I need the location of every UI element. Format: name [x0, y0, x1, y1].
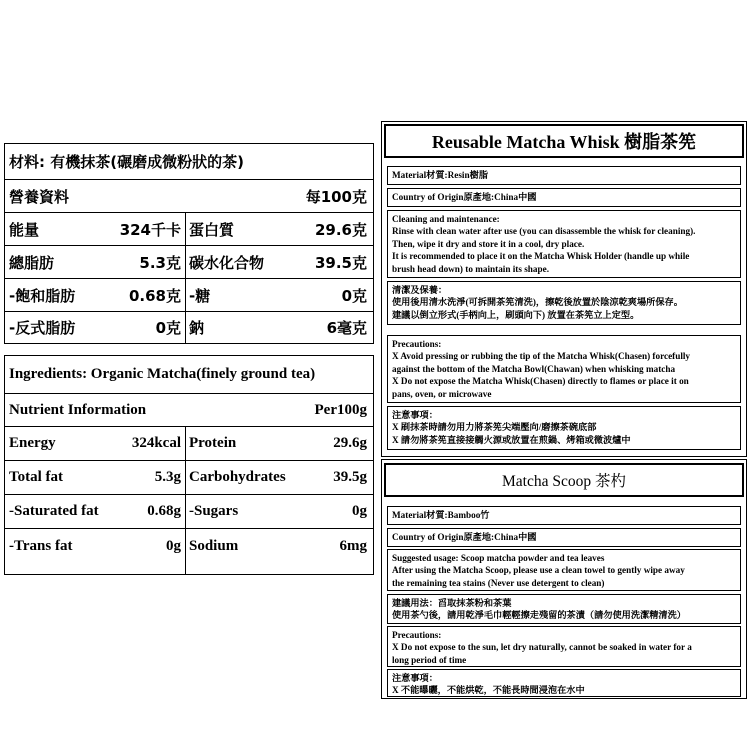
- table-row: [5, 495, 373, 529]
- ingredients-row: [5, 144, 373, 180]
- nutrient-value: 0g: [166, 537, 181, 554]
- nutrient-name: 蛋白質: [189, 220, 235, 239]
- nutrient-name: -Sugars: [189, 503, 239, 519]
- whisk-title: Reusable Matcha Whisk 樹脂茶筅: [384, 124, 744, 158]
- whisk-precautions-en: Precautions: X Avoid pressing or rubbing the tip of the Matcha Whisk(Chasen) forcefully against the bottom of the Matcha Bowl(Chawan) when whisking matcha X Do not expose the Matcha Whisk(Chasen) directly to flames or place it on pans, oven, or microwave: [387, 335, 741, 403]
- nutrient-name: Protein: [189, 435, 237, 451]
- scoop-usage-zh: 建議用法：舀取抹茶粉和茶葉 使用茶勺後，請用乾淨毛巾輕輕擦走殘留的茶漬（請勿使用洗潔精清洗）: [387, 594, 741, 624]
- whisk-cleaning-en: Cleaning and maintenance: Rinse with clean water after use (you can disassemble the whisk for cleaning). Then, wipe it dry and store it in a cool, dry place. It is recommended to place it on the Matcha Whisk Holder (handle up while brush head down) to maintain its shape.: [387, 210, 741, 278]
- nutrient-value: 29.6克: [314, 220, 367, 239]
- nutrient-value: 0克: [155, 319, 181, 337]
- nutrient-name: 總脂肪: [9, 253, 55, 272]
- nutrient-value: 0.68克: [128, 286, 181, 305]
- nutrient-value: 39.5克: [314, 253, 367, 272]
- scoop-precautions-zh: 注意事項： X 不能曝曬，不能烘乾，不能長時間浸泡在水中: [387, 669, 741, 697]
- whisk-cleaning-zh: 清潔及保養： 使用後用清水洗淨(可拆開茶筅清洗)，擦乾後放置於陰涼乾爽場所保存。 建議以倒立形式(手柄向上，刷頭向下) 放置在茶筅立上定型。: [387, 281, 741, 325]
- nutrient-value: 39.5g: [333, 469, 367, 485]
- table-row: [5, 213, 373, 246]
- whisk-origin: Country of Origin原產地:China中國: [387, 188, 741, 207]
- table-row: [5, 246, 373, 279]
- nutrition-header-unit: Per100g: [314, 401, 367, 418]
- nutrient-name: 能量: [9, 220, 40, 239]
- nutrient-name: Carbohydrates: [189, 469, 286, 485]
- scoop-title: Matcha Scoop 茶杓: [384, 463, 744, 497]
- nutrient-value: 6毫克: [326, 319, 367, 337]
- nutrition-header-label: Nutrient Information: [9, 401, 147, 418]
- nutrient-value: 324kcal: [131, 435, 181, 451]
- table-row: [5, 279, 373, 312]
- nutrient-value: 0.68g: [147, 503, 181, 519]
- nutrient-name: Total fat: [9, 469, 64, 485]
- nutrient-name: -反式脂肪: [9, 319, 76, 337]
- nutrient-name: -飽和脂肪: [9, 286, 76, 305]
- scoop-usage-en: Suggested usage: Scoop matcha powder and tea leaves After using the Matcha Scoop, please use a clean towel to gently wipe away the remaining tea stains (Never use detergent to clean): [387, 549, 741, 591]
- table-row: [5, 312, 373, 343]
- nutrition-header-label: 營養資料: [9, 187, 70, 206]
- scoop-precautions-en: Precautions: X Do not expose to the sun, let dry naturally, cannot be soaked in water for a long period of time: [387, 626, 741, 667]
- nutrient-value: 6mg: [339, 537, 367, 554]
- nutrient-value: 0克: [341, 286, 367, 305]
- nutrient-name: -Trans fat: [9, 537, 73, 554]
- nutrient-name: -糖: [189, 286, 211, 305]
- nutrient-value: 5.3克: [139, 253, 181, 272]
- nutrition-header-row: [5, 180, 373, 213]
- scoop-origin: Country of Origin原產地:China中國: [387, 528, 741, 547]
- ingredients-row: [5, 356, 373, 394]
- table-row: [5, 461, 373, 495]
- scoop-material: Material材質:Bamboo竹: [387, 506, 741, 525]
- whisk-material: Material材質:Resin樹脂: [387, 166, 741, 185]
- table-row: [5, 529, 373, 574]
- nutrition-header-unit: 每100克: [305, 187, 367, 206]
- whisk-precautions-zh: 注意事項： X 刷抹茶時請勿用力將茶筅尖端壓向/磨擦茶碗底部 X 請勿將茶筅直接接觸火源或放置在煎鍋、烤箱或微波爐中: [387, 406, 741, 450]
- nutrient-value: 324千卡: [119, 220, 181, 239]
- nutrient-name: 鈉: [189, 319, 205, 337]
- nutrient-value: 0g: [352, 503, 367, 519]
- nutrient-name: -Saturated fat: [9, 503, 99, 519]
- nutrient-name: Sodium: [189, 537, 239, 554]
- nutrient-value: 29.6g: [333, 435, 367, 451]
- nutrition-header-row: [5, 394, 373, 427]
- nutrition-table-english: [4, 355, 374, 575]
- whisk-info-panel: [381, 121, 747, 457]
- ingredients-text: Ingredients: Organic Matcha(finely ground tea): [9, 366, 316, 382]
- scoop-info-panel: [381, 459, 747, 699]
- nutrient-value: 5.3g: [154, 469, 181, 485]
- ingredients-text: 材料: 有機抹茶(碾磨成微粉狀的茶): [9, 153, 244, 171]
- table-row: [5, 427, 373, 461]
- nutrient-name: Energy: [9, 435, 56, 451]
- nutrition-table-chinese: [4, 143, 374, 344]
- nutrient-name: 碳水化合物: [189, 253, 265, 272]
